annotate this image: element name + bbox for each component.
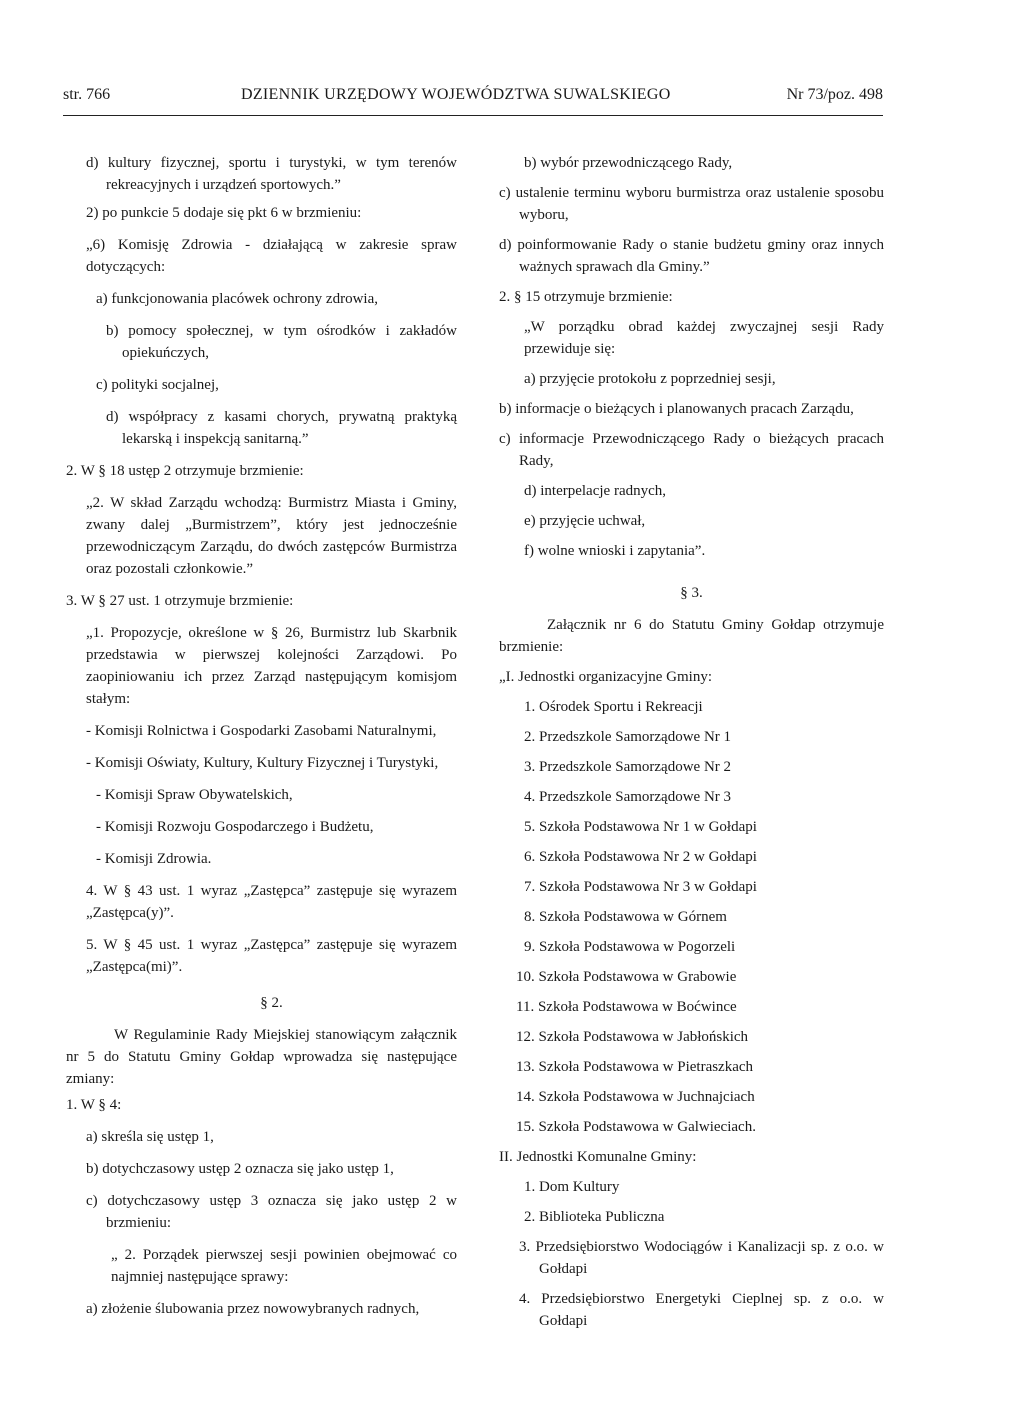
list-item: c) ustalenie terminu wyboru burmistrza oraz ustalenie sposobu wyboru, [499, 185, 884, 223]
list-item: 2. Przedszkole Samorządowe Nr 1 [524, 729, 732, 745]
section-heading: § 3. [680, 585, 703, 601]
list-item: 12. Szkoła Podstawowa w Jabłońskich [516, 1029, 749, 1045]
list-item: f) wolne wnioski i zapytania”. [524, 543, 706, 559]
list-item: - Komisji Spraw Obywatelskich, [96, 787, 293, 803]
paragraph: „2. W skład Zarządu wchodzą: Burmistrz Miasta i Gminy, zwany dalej „Burmistrzem”, który jest jednocześnie przewodniczącym Zarządu, do dwóch zastępców Burmistrza oraz pozostali członkowie.” [86, 495, 457, 577]
list-item: a) złożenie ślubowania przez nowowybranych radnych, [86, 1301, 420, 1317]
paragraph: „I. Jednostki organizacyjne Gminy: [499, 669, 713, 685]
list-item: c) informacje Przewodniczącego Rady o bieżących pracach Rady, [499, 431, 884, 469]
list-item: b) wybór przewodniczącego Rady, [524, 155, 733, 171]
list-item: d) współpracy z kasami chorych, prywatną praktyką lekarską i inspekcją sanitarną.” [106, 409, 457, 447]
section-heading: § 2. [260, 995, 283, 1011]
paragraph: 1. W § 4: [66, 1097, 122, 1113]
paragraph: „ 2. Porządek pierwszej sesji powinien obejmować co najmniej następujące sprawy: [111, 1247, 457, 1285]
paragraph: 2. § 15 otrzymuje brzmienie: [499, 289, 673, 305]
list-item: 15. Szkoła Podstawowa w Galwieciach. [516, 1119, 756, 1135]
organizational-units-list [499, 696, 884, 1138]
list-item: d) poinformowanie Rady o stanie budżetu gminy oraz innych ważnych sprawach dla Gminy.” [499, 237, 884, 275]
list-item: 5. Szkoła Podstawowa Nr 1 w Gołdapi [524, 819, 757, 835]
paragraph: 4. W § 43 ust. 1 wyraz „Zastępca” zastępuje się wyrazem „Zastępca(y)”. [86, 883, 457, 921]
list-item: 4. Przedsiębiorstwo Energetyki Cieplnej sp. z o.o. w Gołdapi [519, 1291, 884, 1329]
list-item: - Komisji Rolnictwa i Gospodarki Zasobami Naturalnymi, [86, 723, 437, 739]
paragraph: „W porządku obrad każdej zwyczajnej sesji Rady przewiduje się: [524, 319, 884, 357]
paragraph: W Regulaminie Rady Miejskiej stanowiącym załącznik nr 5 do Statutu Gminy Gołdap wprowadza się następujące zmiany: [66, 1027, 457, 1087]
list-item: 2. Biblioteka Publiczna [524, 1209, 665, 1225]
list-item: d) interpelacje radnych, [524, 483, 667, 499]
list-item: 13. Szkoła Podstawowa w Pietraszkach [516, 1059, 754, 1075]
page-header [63, 84, 883, 108]
list-item: - Komisji Zdrowia. [96, 851, 212, 867]
list-item: 4. Przedszkole Samorządowe Nr 3 [524, 789, 732, 805]
paragraph: 2. W § 18 ustęp 2 otrzymuje brzmienie: [66, 463, 304, 479]
header-rule [63, 115, 883, 116]
journal-title: DZIENNIK URZĘDOWY WOJEWÓDZTWA SUWALSKIEGO [241, 86, 671, 103]
list-item: 7. Szkoła Podstawowa Nr 3 w Gołdapi [524, 879, 757, 895]
paragraph: „1. Propozycje, określone w § 26, Burmistrz lub Skarbnik przedstawia w pierwszej kolejności Zarządowi. Po zaopiniowaniu ich przez Zarząd następującym komisjom stałym: [86, 625, 457, 707]
list-item: c) polityki socjalnej, [96, 377, 219, 393]
paragraph: 5. W § 45 ust. 1 wyraz „Zastępca” zastępuje się wyrazem „Zastępca(mi)”. [86, 937, 457, 975]
list-item: 8. Szkoła Podstawowa w Górnem [524, 909, 727, 925]
list-item: 1. Ośrodek Sportu i Rekreacji [524, 699, 703, 715]
list-item: e) przyjęcie uchwał, [524, 513, 646, 529]
communal-units-list [499, 1176, 884, 1332]
paragraph: d) kultury fizycznej, sportu i turystyki, w tym terenów rekreacyjnych i urządzeń sportowych.” [86, 155, 457, 193]
list-item: 11. Szkoła Podstawowa w Boćwince [516, 999, 737, 1015]
list-item: a) funkcjonowania placówek ochrony zdrowia, [96, 291, 378, 307]
right-column [499, 152, 884, 1332]
paragraph: 2) po punkcie 5 dodaje się pkt 6 w brzmieniu: [86, 205, 362, 221]
issue-number: Nr 73/poz. 498 [786, 86, 883, 103]
list-item: 6. Szkoła Podstawowa Nr 2 w Gołdapi [524, 849, 757, 865]
list-item: 1. Dom Kultury [524, 1179, 620, 1195]
list-item: - Komisji Oświaty, Kultury, Kultury Fizycznej i Turystyki, [86, 755, 439, 771]
left-column [66, 152, 457, 1320]
paragraph: II. Jednostki Komunalne Gminy: [499, 1149, 697, 1165]
list-item: b) informacje o bieżących i planowanych pracach Zarządu, [499, 401, 854, 417]
list-item: - Komisji Rozwoju Gospodarczego i Budżetu, [96, 819, 374, 835]
paragraph: „6) Komisję Zdrowia - działającą w zakresie spraw dotyczących: [86, 237, 457, 275]
list-item: 9. Szkoła Podstawowa w Pogorzeli [524, 939, 736, 955]
list-item: b) pomocy społecznej, w tym ośrodków i zakładów opiekuńczych, [106, 323, 457, 361]
list-item: 14. Szkoła Podstawowa w Juchnajciach [516, 1089, 755, 1105]
paragraph: 3. W § 27 ust. 1 otrzymuje brzmienie: [66, 593, 294, 609]
list-item: 3. Przedsiębiorstwo Wodociągów i Kanalizacji sp. z o.o. w Gołdapi [519, 1239, 884, 1277]
page-number: str. 766 [63, 86, 111, 103]
list-item: c) dotychczasowy ustęp 3 oznacza się jako ustęp 2 w brzmieniu: [86, 1193, 457, 1231]
list-item: b) dotychczasowy ustęp 2 oznacza się jako ustęp 1, [86, 1161, 394, 1177]
list-item: a) przyjęcie protokołu z poprzedniej sesji, [524, 371, 776, 387]
list-item: 10. Szkoła Podstawowa w Grabowie [516, 969, 737, 985]
list-item: 3. Przedszkole Samorządowe Nr 2 [524, 759, 732, 775]
paragraph: Załącznik nr 6 do Statutu Gminy Gołdap otrzymuje brzmienie: [499, 617, 884, 655]
list-item: a) skreśla się ustęp 1, [86, 1129, 214, 1145]
